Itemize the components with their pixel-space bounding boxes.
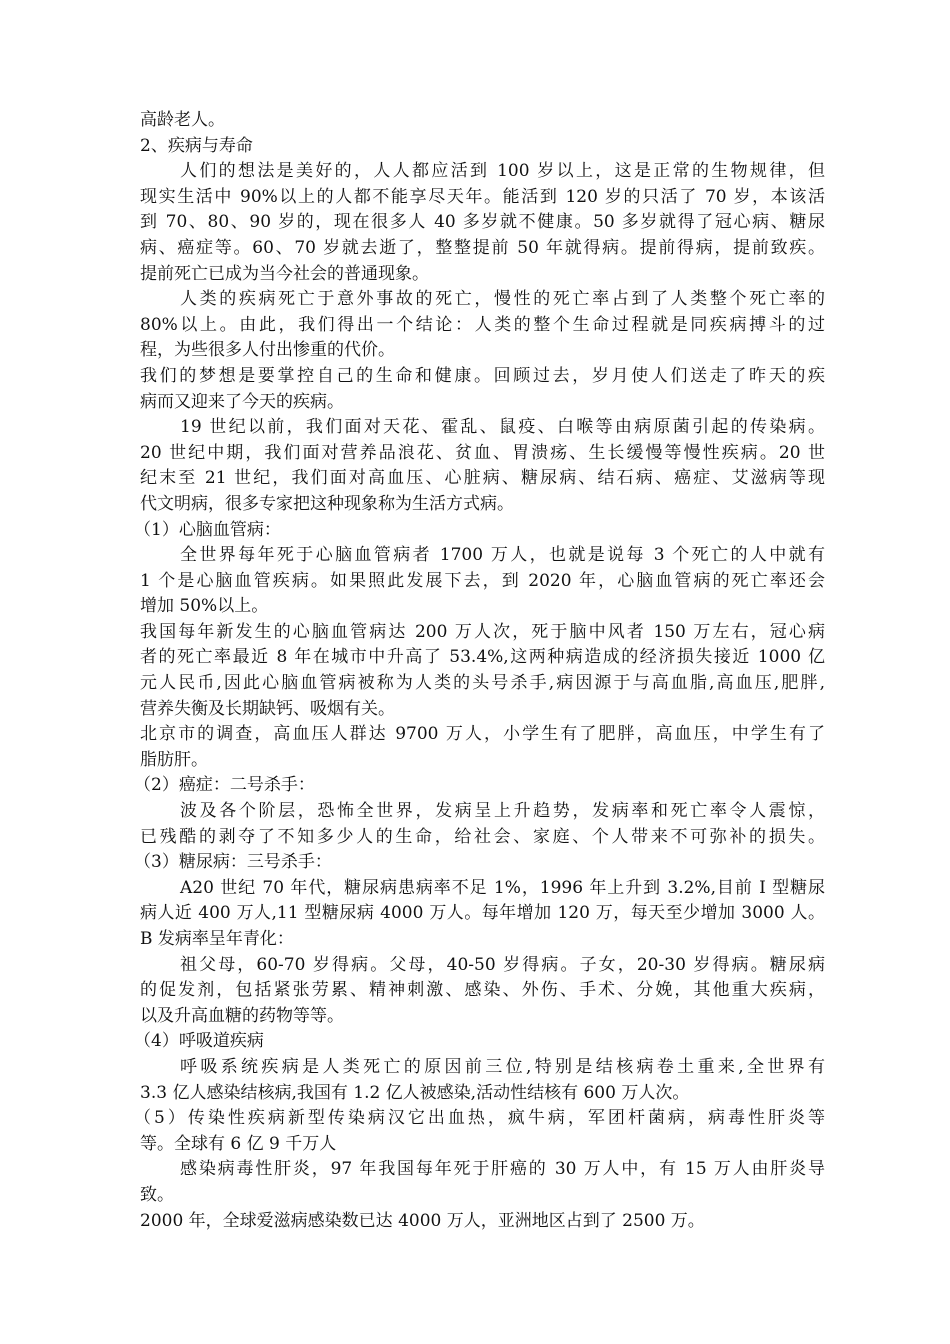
text-line: 致。 <box>140 1184 174 1205</box>
text-line: 病人近 400 万人,11 型糖尿病 4000 万人。每年增加 120 万，每天至少增加 3000 人。 <box>140 903 825 924</box>
text-line: 1 个是心脑血管疾病。如果照此发展下去，到 2020 年，心脑血管病的死亡率还会 <box>140 570 825 591</box>
text-line: 80%以上。由此，我们得出一个结论：人类的整个生命过程就是同疾病搏斗的过 <box>140 314 825 335</box>
text-line: 20 世纪中期，我们面对营养品浪花、贫血、胃溃疡、生长缓慢等慢性疾病。20 世 <box>140 442 825 463</box>
text-line: 程，为些很多人付出惨重的代价。 <box>140 340 395 361</box>
text-line: （1）心脑血管病： <box>134 519 281 540</box>
text-line: 病、癌症等。60、70 岁就去逝了，整整提前 50 年就得病。提前得病，提前致疾。 <box>140 237 825 258</box>
text-line: B 发病率呈年青化： <box>140 929 294 949</box>
text-line: 纪末至 21 世纪，我们面对高血压、心脏病、糖尿病、结石病、癌症、艾滋病等现 <box>140 468 825 489</box>
text-line: 已残酷的剥夺了不知多少人的生命，给社会、家庭、个人带来不可弥补的损失。 <box>140 826 825 847</box>
text-line: （2）癌症：二号杀手： <box>134 775 315 796</box>
text-line: 人们的想法是美好的，人人都应活到 100 岁以上，这是正常的生物规律，但 <box>180 161 825 182</box>
text-line: 2000 年，全球爱滋病感染数已达 4000 万人，亚洲地区占到了 2500 万。 <box>140 1210 705 1231</box>
document-body <box>134 108 825 1234</box>
text-line: （5）传染性疾病新型传染病汉它出血热，疯牛病，军团杆菌病，病毒性肝炎等 <box>134 1108 825 1129</box>
text-line: 我们的梦想是要掌控自己的生命和健康。回顾过去，岁月使人们送走了昨天的疾 <box>140 365 825 386</box>
text-line: 高龄老人。 <box>140 110 225 130</box>
text-line: 波及各个阶层，恐怖全世界，发病呈上升趋势，发病率和死亡率令人震惊， <box>180 801 825 822</box>
text-line: 我国每年新发生的心脑血管病达 200 万人次，死于脑中风者 150 万左右，冠心病 <box>140 621 825 642</box>
text-line: 19 世纪以前，我们面对天花、霍乱、鼠疫、白喉等由病原菌引起的传染病。 <box>180 417 825 438</box>
text-line: 3.3 亿人感染结核病,我国有 1.2 亿人被感染,活动性结核有 600 万人次。 <box>140 1082 690 1103</box>
text-line: 等。全球有 6 亿 9 千万人 <box>140 1133 337 1154</box>
text-line: 代文明病，很多专家把这种现象称为生活方式病。 <box>140 493 514 514</box>
text-line: （3）糖尿病：三号杀手： <box>134 852 332 873</box>
text-line: 到 70、80、90 岁的，现在很多人 40 多岁就不健康。50 多岁就得了冠心病、糖尿 <box>140 212 825 233</box>
text-line: A20 世纪 70 年代，糖尿病患病率不足 1%，1996 年上升到 3.2%,目前 I 型糖尿 <box>180 877 825 898</box>
text-line: 病而又迎来了今天的疾病。 <box>140 391 344 412</box>
text-line: （4）呼吸道疾病 <box>134 1031 264 1052</box>
text-line: 以及升高血糖的药物等等。 <box>140 1005 344 1026</box>
text-line: 现实生活中 90%以上的人都不能享尽天年。能活到 120 岁的只活了 70 岁，本该活 <box>140 186 825 207</box>
text-line: 脂肪肝。 <box>140 749 208 770</box>
text-line: 提前死亡已成为当今社会的普通现象。 <box>140 263 429 284</box>
text-line: 全世界每年死于心脑血管病者 1700 万人，也就是说每 3 个死亡的人中就有 <box>180 545 825 566</box>
text-line: 北京市的调查，高血压人群达 9700 万人，小学生有了肥胖，高血压，中学生有了 <box>140 724 825 745</box>
text-line: 感染病毒性肝炎，97 年我国每年死于肝癌的 30 万人中，有 15 万人由肝炎导 <box>180 1159 825 1180</box>
text-line: 人类的疾病死亡于意外事故的死亡，慢性的死亡率占到了人类整个死亡率的 <box>180 289 825 310</box>
text-line: 元人民币,因此心脑血管病被称为人类的头号杀手,病因源于与高血脂,高血压,肥胖, <box>140 673 825 694</box>
text-line: 营养失衡及长期缺钙、吸烟有关。 <box>140 698 395 719</box>
text-line: 者的死亡率最近 8 年在城市中升高了 53.4%,这两种病造成的经济损失接近 1000 亿 <box>140 647 825 668</box>
text-line: 呼吸系统疾病是人类死亡的原因前三位,特别是结核病卷土重来,全世界有 <box>180 1056 825 1077</box>
text-line: 增加 50%以上。 <box>140 596 269 617</box>
text-line: 2、疾病与寿命 <box>140 135 253 156</box>
text-line: 祖父母，60-70 岁得病。父母，40-50 岁得病。子女，20-30 岁得病。糖尿病 <box>180 954 825 975</box>
text-line: 的促发剂，包括紧张劳累、精神刺激、感染、外伤、手术、分娩，其他重大疾病， <box>140 980 825 1001</box>
